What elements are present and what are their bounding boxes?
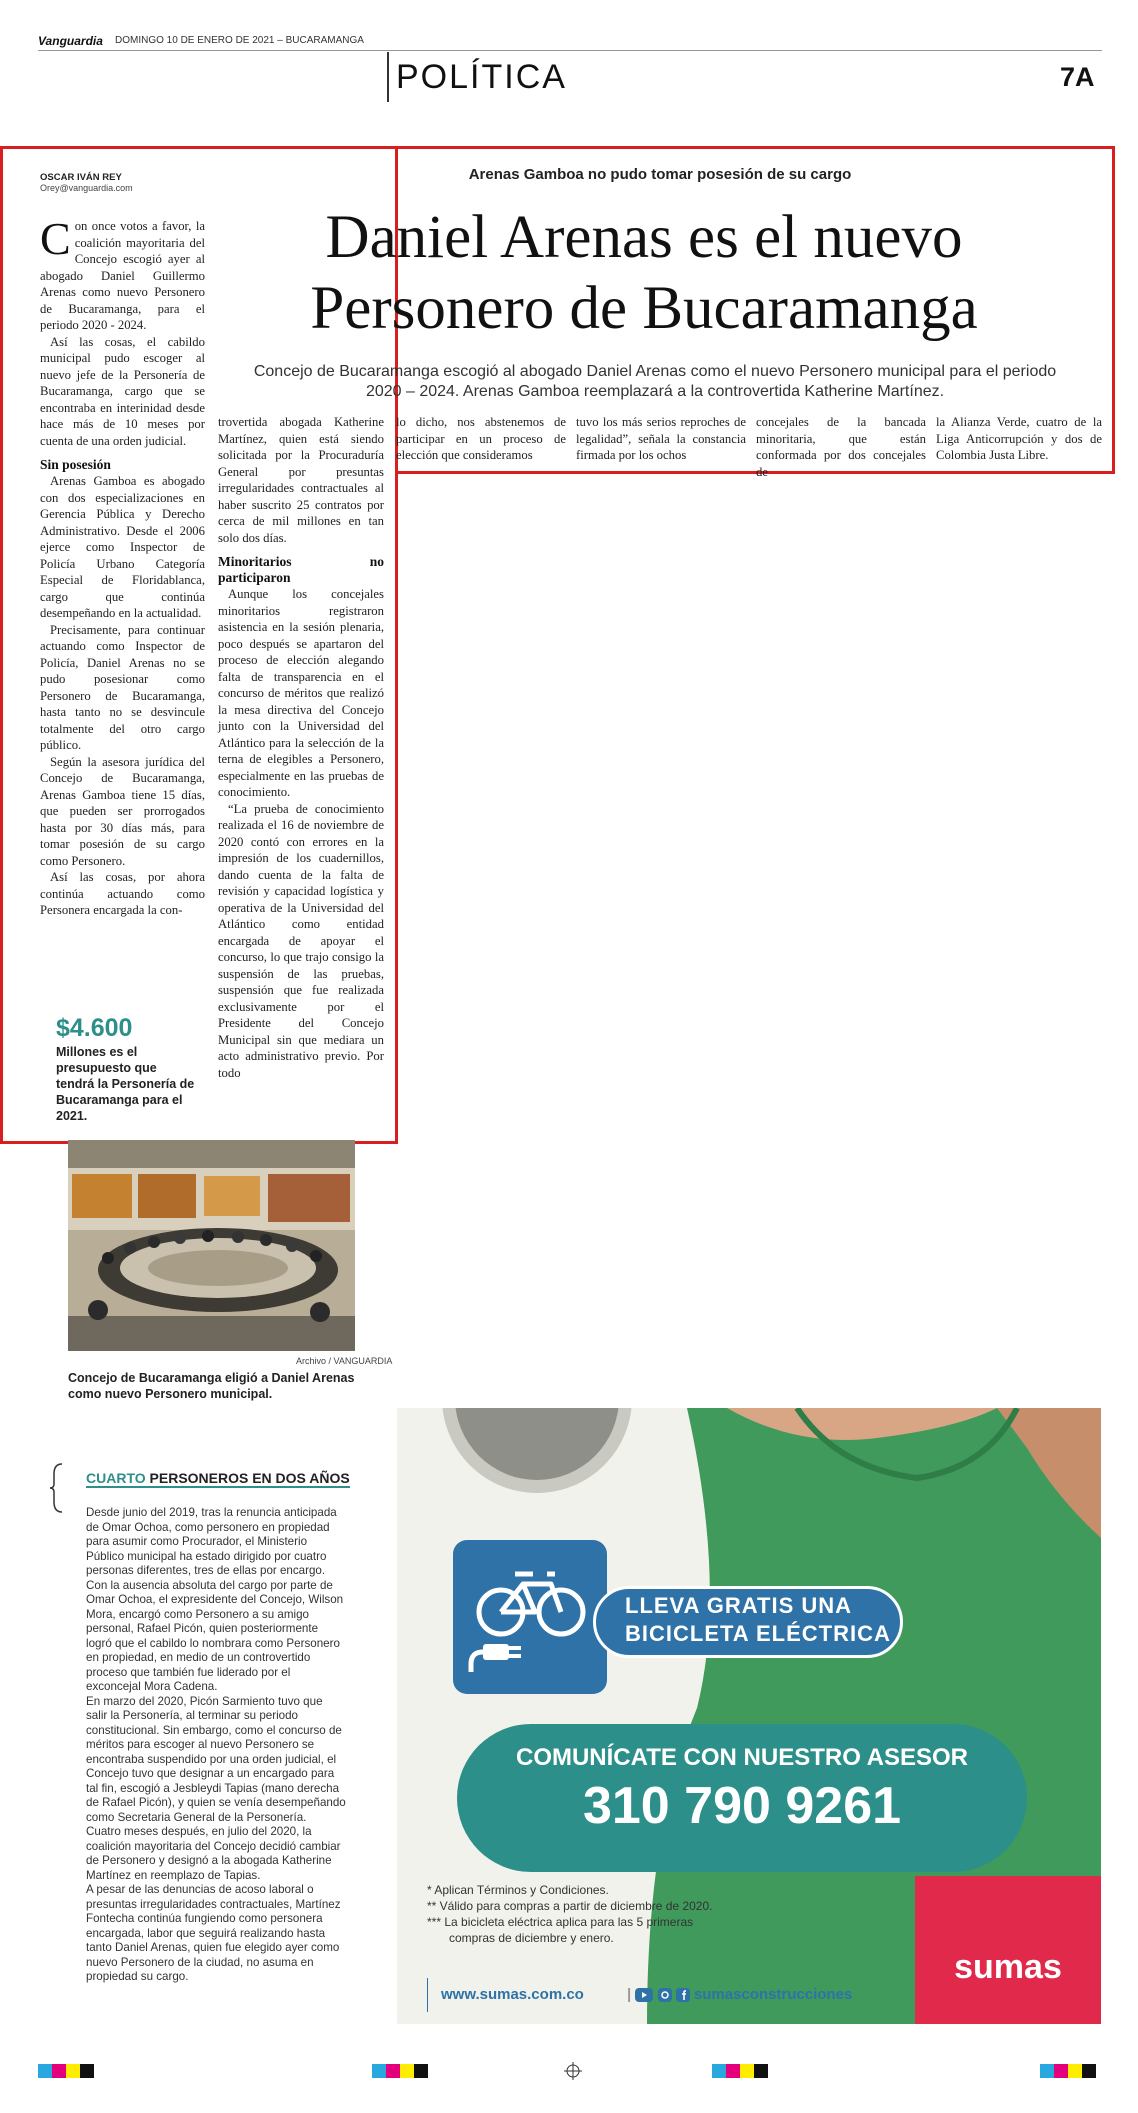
paragraph: Precisamente, para continuar actuando como Inspector de Policía, Daniel Arenas no se pudo posesionar como Personero de Bucaramanga, hasta tanto no se desvincule totalmente del otro cargo público. [40,622,205,752]
paragraph: tuvo los más serios reproches de legalidad”, señala la constancia firmada por los ochos [576,415,746,462]
plug-icon [471,1652,483,1672]
paragraph: Cuatro meses después, en julio del 2020, la coalición mayoritaria del Concejo decidió cambiar de Personero y designó a la abogada Katherine Martínez en reemplazo de Tapias. [86,1825,341,1882]
paragraph: Arenas Gamboa es abogado con dos especializaciones en Gerencia Pública y Derecho Administrativo. Desde el 2006 ejerce como Inspector de Policía Urbano Categoría Especial de Floridablanca, cargo que continúa desempeñando en la actualidad. [40,474,205,620]
paragraph: A pesar de las denuncias de acoso laboral o presuntas irregularidades contractuales, Martínez Fontecha continúa fungiendo como personera encargada, labor que seguirá realizando hasta tanto Daniel Arenas, quien fue elegido ayer como nuevo Personero de la ciudad, no asuma en propiedad su cargo. [86,1883,341,1983]
advertisement [397,1408,1101,2024]
paragraph: Según la asesora jurídica del Concejo de Bucaramanga, Arenas Gamboa tiene 15 días, que pueden ser prorrogados hasta por 30 días más, para tomar posesión de su cargo como Personero. [40,754,205,868]
article-column-4 [576,414,746,464]
paragraph: Desde junio del 2019, tras la renuncia anticipada de Omar Ochoa, como personero en propiedad para asumir como Procurador, el Ministerio Público municipal ha estado dirigido por cuatro personas diferentes, tres de ellas por encargo. [86,1506,337,1577]
bike-icon-box [453,1540,607,1694]
sidebar-title: CUARTO PERSONEROS EN DOS AÑOS [86,1470,350,1486]
highlight-text: Millones es el presupuesto que tendrá la Personería de Bucaramanga para el 2021. [56,1045,195,1123]
contact-phone: 310 790 9261 [582,1777,902,1835]
article-column-5 [756,414,926,480]
registration-mark-icon [564,2062,582,2080]
page-number: 7A [1060,62,1095,92]
headline-line-1: Daniel Arenas es el nuevo [325,204,963,271]
byline: OSCAR IVÁN REY [40,172,122,183]
council-photo [68,1140,355,1351]
youtube-icon [635,1988,653,2002]
paragraph: Así las cosas, por ahora continúa actuando como Personera encargada la con- [40,870,205,917]
ad-footer-divider [427,1978,428,2012]
photo-credit: Archivo / VANGUARDIA [296,1356,393,1366]
facebook-icon [676,1988,690,2002]
header-rule [38,50,1102,51]
masthead-logo: Vanguardia [38,34,103,48]
brand-logo: sumas [954,1948,1062,1986]
bicycle-icon [453,1540,607,1694]
author-email: Orey@vanguardia.com [40,183,133,193]
ad-website: www.sumas.com.co [441,1986,584,2003]
paragraph: la Alianza Verde, cuatro de la Liga Anticorrupción y dos de Colombia Justa Libre. [936,415,1102,462]
color-registration-bar-far-right [1040,2064,1096,2078]
paragraph: En marzo del 2020, Picón Sarmiento tuvo que salir la Personería, al terminar su periodo constitucional. Sin embargo, como el concurso de méritos para escoger al nuevo Personero se encontraba suspendido por una orden judicial, el Concejo tuvo que designar a un encargado para tal fin, escogió a Jesbleydi Tapias (mano derecha de Rafael Picón), y quien se venía desempeñando como Secretaria General de la Personería. [86,1694,346,1824]
article-column-3 [396,414,566,464]
paragraph: Con la ausencia absoluta del cargo por parte de Omar Ochoa, el expresidente del Concejo, Wilson Mora, encargó como Personero a su amigo personal, Rafael Picón, quien posteriormente logró que el cabildo lo nombrara como Personero en propiedad, en medio de un controvertido proceso que también fue liderado por el exconcejal Mora Cadena. [86,1578,344,1693]
color-registration-bar-mid [372,2064,428,2078]
dateline: DOMINGO 10 DE ENERO DE 2021 – BUCARAMANGA [115,35,364,46]
subheading: Minoritarios no participaron [218,554,384,585]
ad-social: | sumasconstrucciones [627,1986,853,2003]
offer-text: LLEVA GRATIS UNA BICICLETA ELÉCTRICA [625,1593,891,1646]
subheading: Sin posesión [40,457,111,472]
article-subhead: Concejo de Bucaramanga escogió al abogado Daniel Arenas como el nuevo Personero municipal para el periodo 2020 – 2024. Arenas Gamboa reemplazará a la controvertida Katherine Martínez. [253,363,1057,400]
paragraph: trovertida abogada Katherine Martínez, quien está siendo solicitada por la Procuraduría General por presuntas irregularidades contractuales al haber suscrito 25 contratos por cerca de mil millones en tan solo dos días. [218,415,384,545]
council-session-image [68,1140,355,1351]
instagram-icon [658,1988,672,2002]
section-divider [387,52,389,102]
article-headline [224,202,1064,344]
article-kicker: Arenas Gamboa no pudo tomar posesión de su cargo [468,166,852,183]
paragraph: lo dicho, nos abstenemos de participar en un proceso de elección que consideramos [396,415,566,462]
color-registration-bar-left [38,2064,94,2078]
brace-icon [48,1462,64,1514]
highlight-figure: $4.600 [56,1014,133,1042]
article-column-6 [936,414,1102,464]
article-column-1 [40,213,205,919]
paragraph: Aunque los concejales minoritarios registraron asistencia en la sesión plenaria, poco después se apartaron del proceso de elección alegando falta de transparencia en el concurso de méritos que realizó la mesa directiva del Concejo junto con la Universidad del Atlántico para la selección de la terna de elegibles a Personero, especialmente en las pruebas de conocimiento. [218,587,384,799]
legal-notes: * Aplican Términos y Condiciones. ** Válido para compras a partir de diciembre de 2020. *** La bicicleta eléctrica aplica para las 5 primeras compras de diciembre y enero. [427,1883,713,1945]
color-registration-bar-right [712,2064,768,2078]
article-column-2 [218,414,384,1081]
paragraph: concejales de la bancada minoritaria, que están conformada por dos concejales de [756,415,926,479]
sidebar-body [86,1506,346,1985]
section-title: POLÍTICA [396,58,567,96]
paragraph: “La prueba de conocimiento realizada el 16 de noviembre de 2020 contó con errores en la impresión de los cuadernillos, dando cuenta de la falta de revisión y capacidad logística y operativa de la Universidad del Atlántico como entidad encargada de apoyar el concurso, lo que trajo consigo la suspensión de las pruebas, suspensión que fue realizada exclusivamente por el Presidente del Concejo Municipal sin que mediara un acto administrativo previo. Por todo [218,801,384,1080]
paragraph: Así las cosas, el cabildo municipal pudo escoger al nuevo jefe de la Personería de Bucaramanga, cargo que se encontraba en interinidad desde hace más de 10 meses por cuenta de una orden judicial. [40,334,205,448]
headline-line-2: Personero de Bucaramanga [310,275,978,342]
paragraph: Con once votos a favor, la coalición mayoritaria del Concejo escogió ayer al abogado Daniel Guillermo Arenas como nuevo Personero de Bucaramanga, para el periodo 2020 - 2024. [40,213,205,332]
contact-label: COMUNÍCATE CON NUESTRO ASESOR [515,1744,968,1771]
drop-cap: C [40,213,71,264]
photo-caption: Concejo de Bucaramanga eligió a Daniel Arenas como nuevo Personero municipal. [68,1371,355,1401]
